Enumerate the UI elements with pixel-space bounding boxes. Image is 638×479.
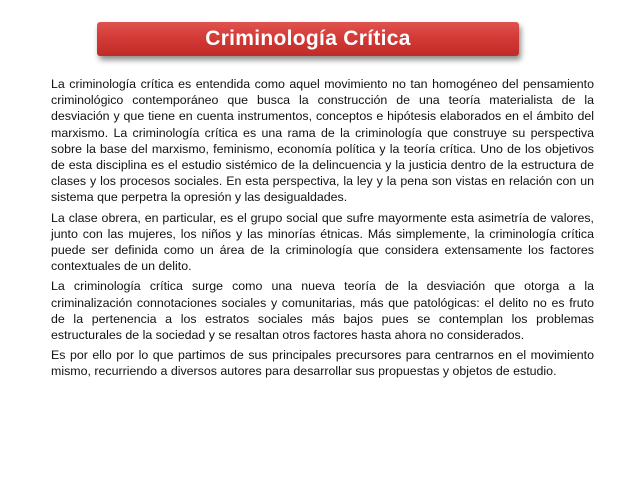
paragraph-4: Es por ello por lo que partimos de sus principales precursores para centrarnos en el movimiento mismo, recurriendo a diversos autores para desarrollar sus propuestas y objetos de estudio.: [51, 348, 594, 379]
paragraph-2: La clase obrera, en particular, es el grupo social que sufre mayormente esta asimetría de valores, junto con las mujeres, los niños y las minorías étnicas. Más simplemente, la criminología crítica puede ser definida como un área de la criminología que considera extensamente los factores contextuales de un delito.: [51, 210, 594, 274]
paragraph-1: La criminología crítica es entendida como aquel movimiento no tan homogéneo del pensamiento criminológico contemporáneo que busca la construcción de una teoría materialista de la desviación y que tiene en cuenta instrumentos, conceptos e hipótesis elaborados en el ámbito del marxismo. La criminología crítica es una rama de la criminología que construye su perspectiva sobre la base del marxismo, feminismo, economía política y la teoría crítica. Uno de los objetivos de esta disciplina es el estudio sistémico de la delincuencia y la justicia dentro de la estructura de clases y los procesos sociales. En esta perspectiva, la ley y la pena son vistas en relación con un sistema que perpetra la opresión y las desigualdades.: [51, 77, 594, 205]
slide-body: [51, 76, 594, 384]
title-banner: [97, 22, 519, 56]
paragraph-3: La criminología crítica surge como una nueva teoría de la desviación que otorga a la criminalización connotaciones sociales y comunitarias, más que patológicas: el delito no es fruto de la pertenencia a los estratos sociales más bajos pues se contemplan los problemas estructurales de la sociedad y se resaltan otros factores hasta ahora no considerados.: [51, 279, 594, 343]
slide-title: Criminología Crítica: [205, 27, 411, 50]
